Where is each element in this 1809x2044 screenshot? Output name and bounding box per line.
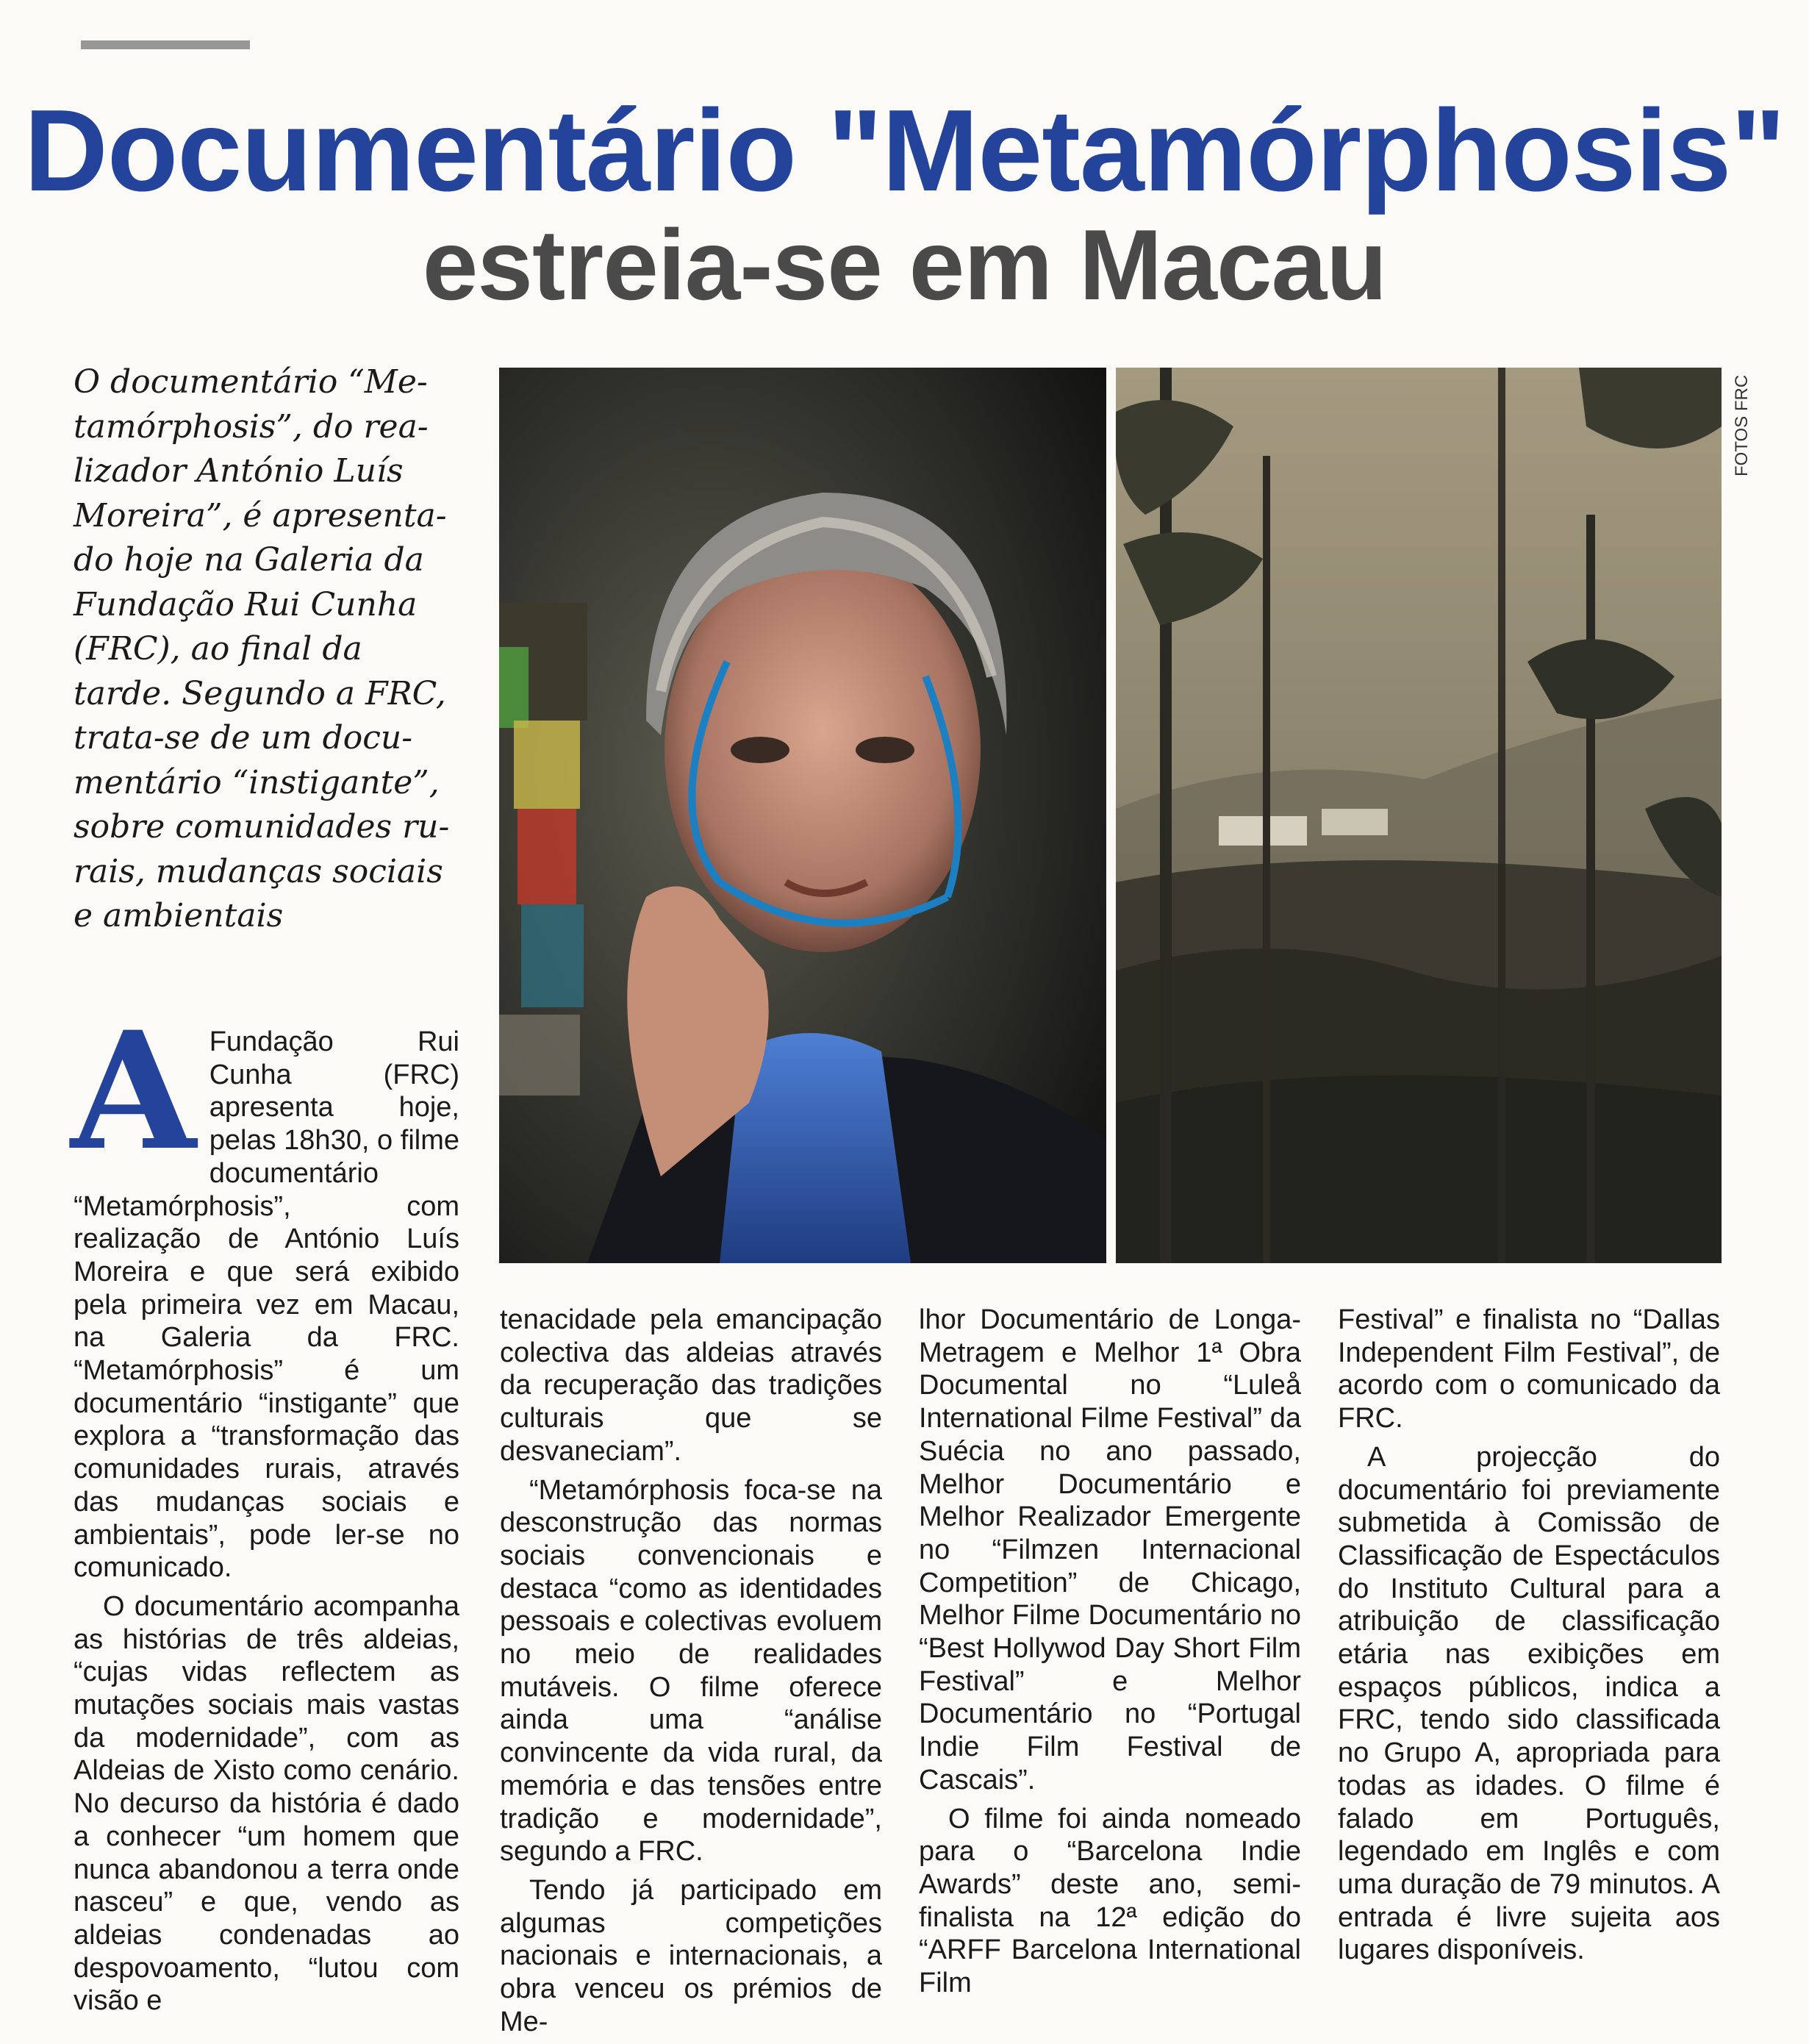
landscape-photo: [1116, 368, 1722, 1263]
paragraph-text: Fundação Rui Cunha (FRC) apresenta hoje, pelas 18h30, o filme documentário “Metamórphosis”, com realização de António Luís Moreira e que será exibido pela primeira vez em Macau, na Galeria da FRC. “Metamórphosis” é um documentário “instigante” que explora a “transformação das comunidades rurais, através das mudanças sociais e ambientais”, pode ler-se no comunicado.: [74, 1026, 459, 1584]
body-paragraph: Tendo já participado em algumas competições nacionais e internacionais, a obra venceu os prémios de Me-: [500, 1874, 882, 2037]
body-paragraph: Festival” e finalista no “Dallas Independent Film Festival”, de acordo com o comunicado da FRC.: [1338, 1304, 1720, 1434]
body-column-3: [919, 1304, 1301, 2006]
section-header-remnant: [81, 40, 250, 49]
drop-cap: A: [71, 996, 196, 1186]
body-paragraph: [71, 996, 459, 1584]
lead-paragraph: O documentário “Me-tamórphosis”, do rea-lizador António Luís Moreira”, é apresenta-do hoje na Galeria da Fundação Rui Cunha (FRC), ao final da tarde. Segundo a FRC, trata-se de um docu-mentário “instigante”, sobre comunidades ru-rais, mudanças sociais e ambientais: [74, 363, 450, 935]
body-column-1: [71, 996, 459, 2023]
body-paragraph: “Metamórphosis foca-se na desconstrução das normas sociais convencionais e destaca “como as identidades pessoais e colectivas evoluem no meio de realidades mutáveis. O filme oferece ainda uma “análise convincente da vida rural, da memória e das tensões entre tradição e modernidade”, segundo a FRC.: [500, 1474, 882, 1868]
headline-line-1: Documentário "Metamórphosis": [24, 86, 1785, 215]
body-paragraph: lhor Documentário de Longa-Metragem e Melhor 1ª Obra Documental no “Luleå International Filme Festival” da Suécia no ano passado, Melhor Documentário e Melhor Realizador Emergente no “Filmzen Internacional Competition” de Chicago, Melhor Filme Documentário no “Best Hollywod Day Short Film Festival” e Melhor Documentário no “Portugal Indie Film Festival de Cascais”.: [919, 1304, 1301, 1795]
body-paragraph: O documentário acompanha as histórias de três aldeias, “cujas vidas reflectem as mutações sociais mais vastas da modernidade”, com as Aldeias de Xisto como cenário. No decurso da história é dado a conhecer “um homem que nunca abandonou a terra onde nasceu” e que, vendo as aldeias condenadas ao despovoamento, “lutou com visão e: [74, 1590, 459, 2017]
body-paragraph: A projecção do documentário foi previamente submetida à Comissão de Classificação de Espectáculos do Instituto Cultural para a atribuição de classificação etária nas exibições em espaços públicos, indica a FRC, tendo sido classificada no Grupo A, apropriada para todas as idades. O filme é falado em Português, legendado em Inglês e com uma duração de 79 minutos. A entrada é livre sujeita aos lugares disponíveis.: [1338, 1441, 1720, 1966]
headline-line-2: estreia-se em Macau: [422, 209, 1387, 321]
body-paragraph: O filme foi ainda nomeado para o “Barcelona Indie Awards” deste ano, semi-finalista na 12ª edição do “ARFF Barcelona International Film: [919, 1803, 1301, 1999]
body-paragraph: tenacidade pela emancipação colectiva das aldeias através da recuperação das tradições culturais que se desvaneciam”.: [500, 1304, 882, 1467]
body-column-2: [500, 1304, 882, 2044]
body-column-4: [1338, 1304, 1720, 1973]
photo-credit: FOTOS FRC: [1732, 375, 1752, 477]
portrait-photo: [499, 368, 1106, 1263]
